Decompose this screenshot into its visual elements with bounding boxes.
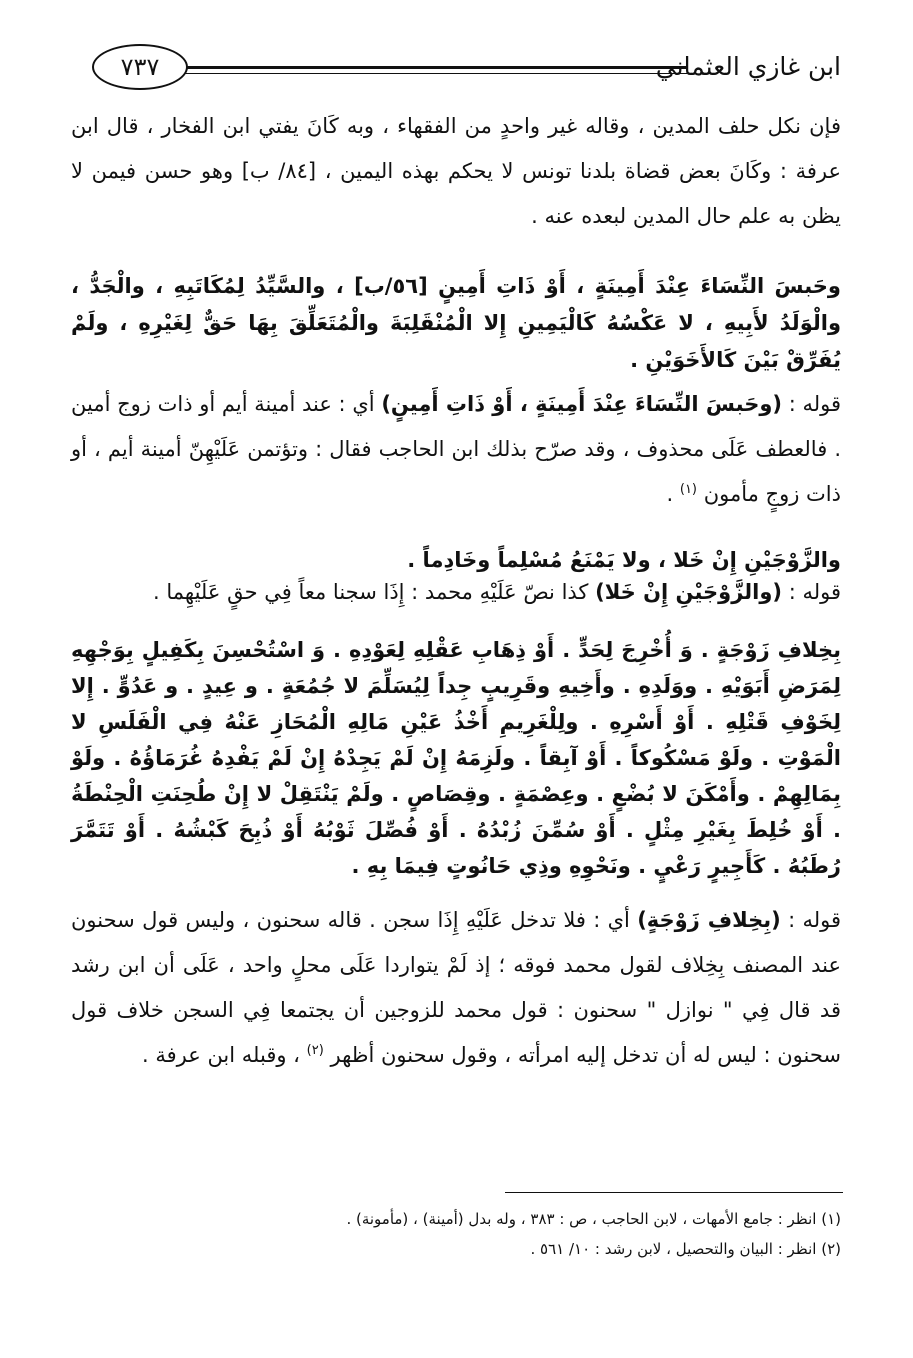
footnote-ref-1[interactable]: (١): [679, 482, 697, 497]
header-rule-thin: [182, 73, 687, 74]
page-number: ٧٣٧: [92, 44, 188, 90]
matn-paragraph-1: وحَبسَ النِّسَاءَ عِنْدَ أَمِينَةٍ ، أَوْ ذَاتِ أَمِينٍ [٥٦/ب] ، والسَّيِّدُ لِمُكَاتَبِهِ ، والْجَدُّ ، والْوَلَدُ لأَبِيهِ ، لا عَكْسُهُ كَالْيَمِينِ إِلا الْمُنْقَلِبَةَ والْمُتَعَلِّقَ بِهَا حَقٌّ لِغَيْرِهِ ، ولَمْ يُفَرِّقْ بَيْنَ كَالأَخَوَيْنِ .: [71, 274, 841, 372]
commentary-end: .: [666, 482, 680, 506]
commentary-lead: قوله :: [788, 580, 841, 604]
commentary-paragraph-4: [71, 898, 841, 1078]
footnote-2: (٢) انظر : البيان والتحصيل ، لابن رشد : ١٠/ ٥٦١ .: [530, 1240, 841, 1258]
matn-quote: (وحَبسَ النِّسَاءَ عِنْدَ أَمِينَةٍ ، أَوْ ذَاتِ أَمِينٍ): [381, 392, 782, 416]
footnote-1: (١) انظر : جامع الأمهات ، لابن الحاجب ، ص : ٣٨٣ ، وله بدل (أمينة) ، (مأمونة) .: [346, 1210, 841, 1228]
footnote-separator: [505, 1192, 843, 1193]
header-rule: [182, 66, 687, 69]
footnote-ref-2[interactable]: (٢): [306, 1043, 324, 1058]
matn-quote: (والزَّوْجَيْنِ إِنْ خَلا): [595, 580, 783, 604]
commentary-lead: قوله :: [788, 908, 841, 932]
commentary-paragraph-2: [71, 382, 841, 517]
commentary-text: كذا نصّ عَلَيْهِ محمد : إِذَا سجنا معاً فِي حقٍ عَلَيْهِما .: [153, 580, 589, 604]
commentary-paragraph-1: فإن نكل حلف المدين ، وقاله غير واحدٍ من الفقهاء ، وبه كَانَ يفتي ابن الفخار ، قال ابن عرفة : وكَانَ بعض قضاة بلدنا تونس لا يحكم بهذه اليمين ، [٨٤/ ب] وهو حسن فيمن لا يظن به علم حال المدين لبعده عنه .: [71, 114, 841, 228]
commentary-end: ، وقبله ابن عرفة .: [142, 1043, 300, 1067]
commentary-paragraph-3: [71, 572, 841, 612]
matn-paragraph-2: والزَّوْجَيْنِ إِنْ خَلا ، ولا يَمْنَعُ مُسْلِماً وخَادِماً .: [407, 548, 841, 572]
matn-quote: (بِخِلافِ زَوْجَةٍ): [637, 908, 781, 932]
commentary-text: أي : عند أمينة أيم أو ذات زوج أمين . فالعطف عَلَى محذوف ، وقد صرّح بذلك ابن الحاجب فقال : وتؤتمن عَلَيْهِنّ أمينة أيم ، أو ذات زوجٍ مأمون: [71, 392, 841, 506]
commentary-text: أي : فلا تدخل عَلَيْهِ إِذَا سجن . قاله سحنون ، وليس قول سحنون عند المصنف بِخِلاف لقول محمد فوقه ؛ إذ لَمْ يتواردا عَلَى محلٍ واحد ، عَلَى أن ابن رشد قد قال فِي " نوازل " سحنون : قول محمد للزوجين أن يجتمعا فِي السجن خلاف قول سحنون : ليس له أن تدخل إليه امرأته ، وقول سحنون أظهر: [71, 908, 841, 1067]
commentary-lead: قوله :: [788, 392, 841, 416]
running-head: ابن غازي العثماني: [655, 52, 841, 81]
matn-paragraph-3: بِخِلافِ زَوْجَةٍ . وَ أُخْرِجَ لِحَدٍّ . أَوْ ذِهَابِ عَقْلِهِ لِعَوْدِهِ . وَ اسْتُحْسِنَ بِكَفِيلٍ بِوَجْهِهِ لِمَرَضِ أَبَوَيْهِ . ووَلَدِهِ . وأَخِيهِ وقَرِيبٍ جِداً لِيُسَلِّمَ لا جُمُعَةٍ . و عِيدٍ . و عَدُوٍّ . إِلا لِخَوْفِ قَتْلِهِ . أَوْ أَسْرِهِ . ولِلْغَرِيمِ أَخْذُ عَيْنِ مَالِهِ الْمُحَازِ عَنْهُ فِي الْفَلَسِ لا الْمَوْتِ . ولَوْ مَسْكُوكاً . أَوْ آبِقاً . ولَزِمَهُ إِنْ لَمْ يَجِدْهُ إِنْ لَمْ يَفْدِهُ غُرَمَاؤُهُ . ولَوْ بِمَالِهِمْ . وأَمْكَنَ لا بُضْعٍ . وعِصْمَةٍ . وقِصَاصٍ . ولَمْ يَنْتَقِلْ لا إِنْ طُحِنَتِ الْحِنْطَةُ . أَوْ خُلِطَ بِغَيْرِ مِثْلٍ . أَوْ سُمِّنَ زُبْدُهُ . أَوْ فُصِّلَ ثَوْبُهُ أَوْ ذُبِحَ كَبْشُهُ . أَوْ تَتَمَّرَ رُطَبُهُ . كَأَجِيرٍ رَعْيٍ . ونَحْوِهِ وذِي حَانُوتٍ فِيمَا بِهِ .: [71, 638, 841, 878]
